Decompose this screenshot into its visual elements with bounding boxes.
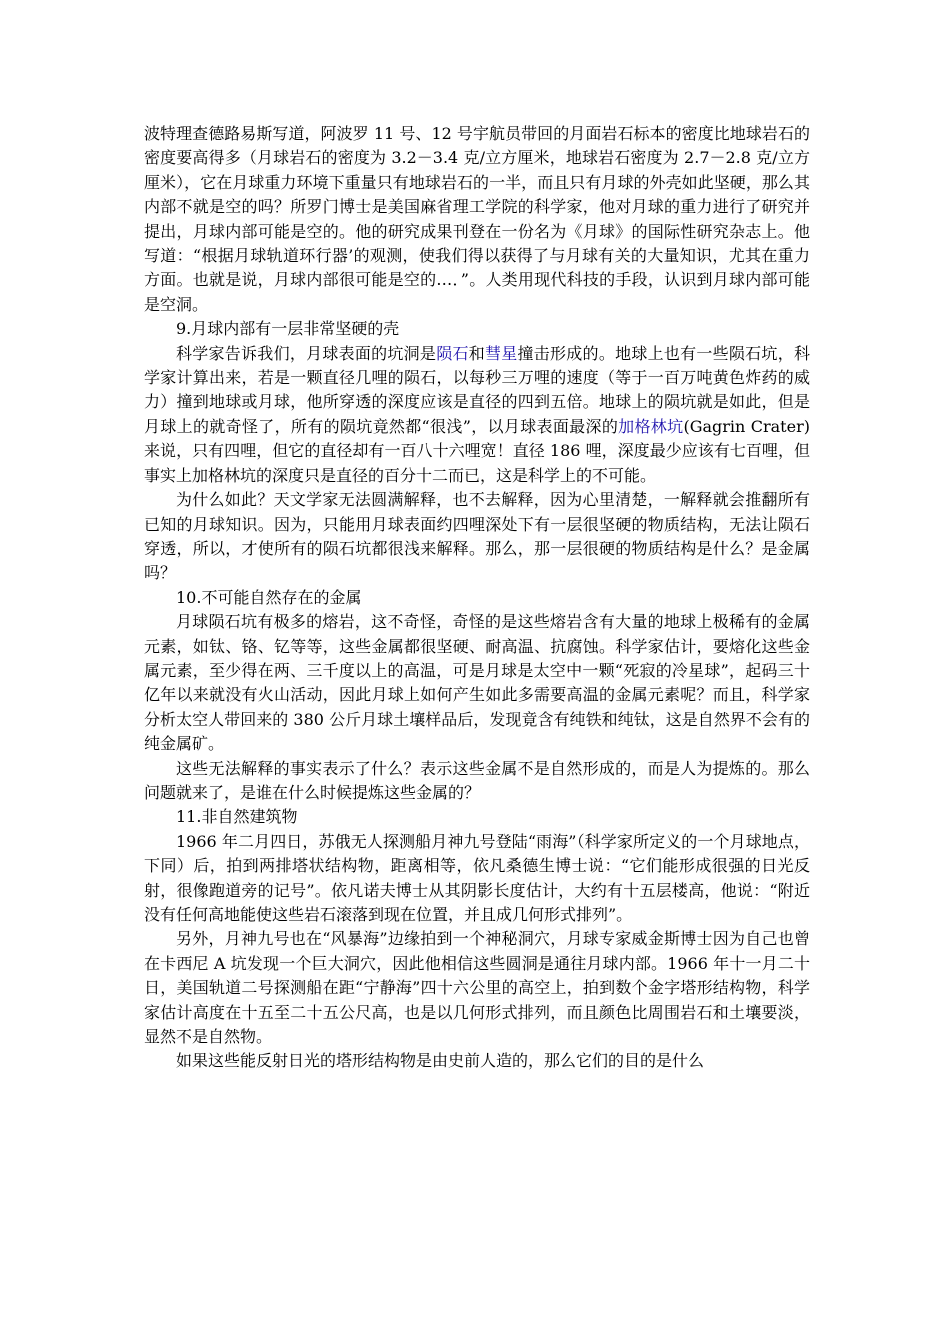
paragraph-text: 月球陨石坑有极多的熔岩，这不奇怪，奇怪的是这些熔岩含有大量的地球上极稀有的金属元素，如钛、铬、钇等等，这些金属都很坚硬、耐高温、抗腐蚀。科学家估计，要熔化这些金属元素，至少得在两、三千度以上的高温，可是月球是太空中一颗“死寂的冷星球”，起码三十亿年以来就没有火山活动，因此月球上如何产生如此多需要高温的金属元素呢？而且，科学家分析太空人带回来的 380 公斤月球土壤样品后，发现竟含有纯铁和纯钛，这是自然界不会有的纯金属矿。 (144, 612, 810, 754)
paragraph-text: 10.不可能自然存在的金属 (176, 587, 362, 607)
paragraph (144, 927, 810, 1049)
paragraph (144, 586, 810, 610)
paragraph-text: 和 (468, 343, 485, 363)
paragraph-text: 另外，月神九号也在“风暴海”边缘拍到一个神秘洞穴，月球专家威金斯博士因为自己也曾在卡西尼 A 坑发现一个巨大洞穴，因此他相信这些圆洞是通往月球内部。1966 年十一月二十日，美国轨道二号探测船在距“宁静海”四十六公里的高空上，拍到数个金字塔形结构物，科学家估计高度在十五至二十五公尺高，也是以几何形式排列，而且颜色比周围岩石和土壤要淡，显然不是自然物。 (144, 929, 810, 1047)
paragraph-text: 9.月球内部有一层非常坚硬的壳 (176, 319, 400, 339)
paragraph (144, 757, 810, 806)
paragraph-text: 这些无法解释的事实表示了什么？表示这些金属不是自然形成的，而是人为提炼的。那么问题就来了，是谁在什么时候提炼这些金属的？ (144, 758, 810, 802)
paragraph-text: 如果这些能反射日光的塔形结构物是由史前人造的，那么它们的目的是什么 (176, 1051, 705, 1071)
hyperlink[interactable]: 陨石 (436, 343, 469, 363)
paragraph-text: 11.非自然建筑物 (176, 807, 298, 827)
paragraph (144, 830, 810, 928)
paragraph-text: 科学家告诉我们，月球表面的坑洞是 (176, 343, 437, 363)
hyperlink[interactable]: 加格林坑 (618, 416, 684, 436)
paragraph (144, 610, 810, 756)
paragraph-text: 撞击形成的。地球上也有一些陨石坑，科学家计算出来，若是一颗直径几哩的陨石，以每秒三万哩的速度（等于一百万吨黄色炸药的威力）撞到地球或月球，他所穿透的深度应该是直径的四到五倍。地球上的陨坑就是如此，但是月球上的就奇怪了，所有的陨坑竟然都“很浅”，以月球表面最深的 (144, 343, 810, 436)
paragraph-text: 1966 年二月四日，苏俄无人探测船月神九号登陆“雨海”（科学家所定义的一个月球地点，下同）后，拍到两排塔状结构物，距离相等，依凡桑德生博士说：“它们能形成很强的日光反射，很像跑道旁的记号”。依凡诺夫博士从其阴影长度估计，大约有十五层楼高，他说：“附近没有任何高地能使这些岩石滚落到现在位置，并且成几何形式排列”。 (144, 831, 810, 924)
paragraph (144, 122, 810, 317)
paragraph (144, 317, 810, 341)
paragraph (144, 488, 810, 586)
paragraph (144, 1049, 810, 1073)
paragraph (144, 805, 810, 829)
paragraph-text: (Gagrin Crater)来说，只有四哩，但它的直径却有一百八十六哩宽！直径 186 哩，深度最少应该有七百哩，但事实上加格林坑的深度只是直径的百分十二而已，这是科学上的不可能。 (144, 416, 810, 485)
document-page (144, 122, 810, 1074)
paragraph (144, 342, 810, 488)
paragraph-text: 为什么如此？天文学家无法圆满解释，也不去解释，因为心里清楚，一解释就会推翻所有已知的月球知识。因为，只能用月球表面约四哩深处下有一层很坚硬的物质结构，无法让陨石穿透，所以，才使所有的陨石坑都很浅来解释。那么，那一层很硬的物质结构是什么？是金属吗？ (144, 490, 810, 583)
hyperlink[interactable]: 彗星 (484, 343, 518, 363)
paragraph-text: 波特理查德路易斯写道，阿波罗 11 号、12 号宇航员带回的月面岩石标本的密度比地球岩石的密度要高得多（月球岩石的密度为 3.2－3.4 克/立方厘米，地球岩石密度为 2.7－2.8 克/立方厘米），它在月球重力环境下重量只有地球岩石的一半，而且只有月球的外壳如此坚硬，那么其内部不就是空的吗？所罗门博士是美国麻省理工学院的科学家，他对月球的重力进行了研究并提出，月球内部可能是空的。他的研究成果刊登在一份名为《月球》的国际性研究杂志上。他写道：“根据月球轨道环行器’的观测，使我们得以获得了与月球有关的大量知识，尤其在重力方面。也就是说，月球内部很可能是空的…．”。人类用现代科技的手段，认识到月球内部可能是空洞。 (144, 124, 810, 314)
